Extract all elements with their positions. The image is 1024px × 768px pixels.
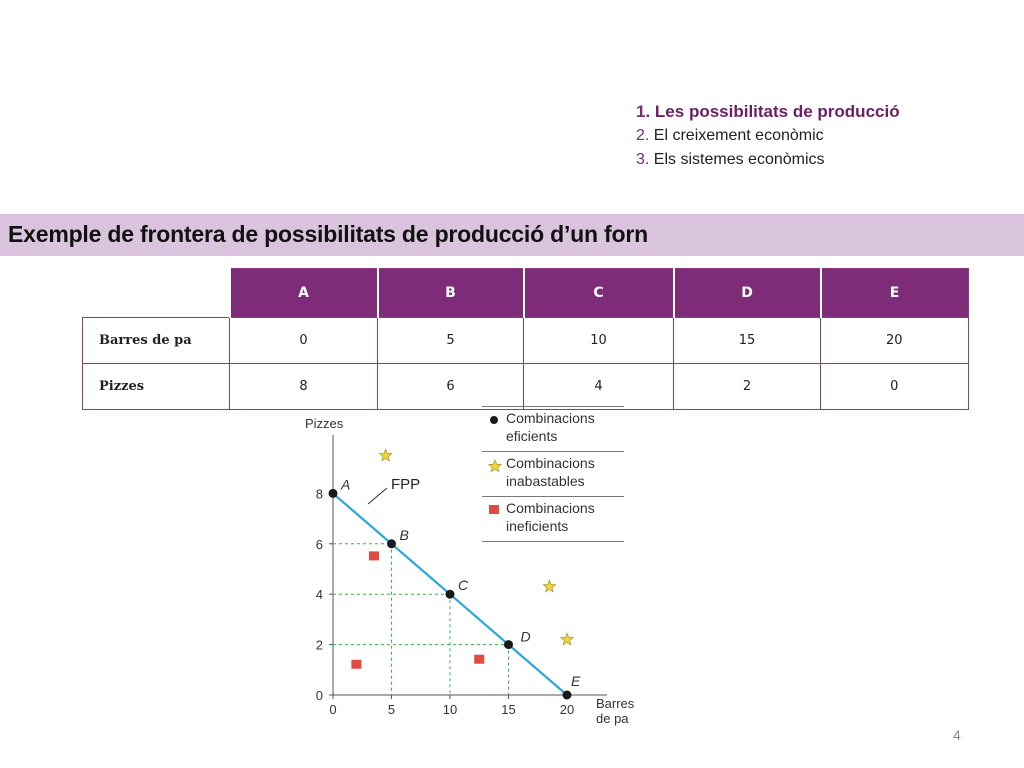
toc-item-number: 3.: [636, 151, 650, 168]
table-cell: 20: [821, 318, 969, 364]
y-tick-label: 4: [315, 587, 323, 603]
x-tick-label: 5: [387, 702, 396, 717]
unattainable-marker: [543, 580, 555, 592]
point-label: E: [571, 673, 581, 689]
x-tick-label: 20: [559, 702, 575, 717]
column-header: A: [230, 269, 378, 318]
star-icon: [488, 459, 502, 473]
toc-item-number: 1.: [636, 102, 651, 121]
table-cell: 6: [378, 364, 524, 410]
unattainable-marker: [380, 449, 392, 461]
legend-item-unattainable: [482, 451, 624, 496]
inefficient-marker: [369, 551, 379, 560]
table-cell: 10: [524, 318, 674, 364]
legend-label: Combinacions: [506, 410, 595, 426]
toc-item-3[interactable]: [636, 148, 900, 172]
column-header: C: [524, 269, 674, 318]
table-cell: 0: [821, 364, 969, 410]
table-cell: 15: [674, 318, 821, 364]
legend-label: Combinacions: [506, 455, 595, 471]
table-header-row: [83, 269, 969, 318]
x-axis-label: Barres: [596, 696, 635, 711]
table-cell: 4: [524, 364, 674, 410]
column-header: E: [821, 269, 969, 318]
data-point: [329, 489, 338, 498]
data-point: [563, 691, 572, 700]
toc-item-1[interactable]: [636, 100, 900, 124]
table-row: [83, 318, 969, 364]
curve-label: FPP: [391, 476, 421, 493]
table-cell: 0: [230, 318, 378, 364]
section-index: [636, 100, 900, 172]
y-tick-label: 6: [315, 536, 323, 552]
slide-title: Exemple de frontera de possibilitats de producció d’un forn: [8, 221, 648, 247]
x-axis-label: de pa: [596, 711, 629, 726]
toc-item-number: 2.: [636, 127, 650, 144]
toc-item-label: El creixement econòmic: [653, 127, 824, 144]
table-cell: 2: [674, 364, 821, 410]
unattainable-marker: [561, 633, 573, 645]
point-label: C: [458, 577, 469, 594]
title-banner: [0, 214, 1024, 256]
toc-item-label: Les possibilitats de producció: [654, 102, 900, 121]
column-header: B: [378, 269, 524, 318]
legend-label: Combinacions: [506, 500, 595, 516]
point-label: B: [399, 526, 409, 543]
legend-label: inabastables: [506, 473, 585, 489]
page-number: 4: [953, 727, 961, 743]
toc-item-label: Els sistemes econòmics: [653, 151, 825, 168]
point-label: A: [341, 476, 351, 493]
legend-label: ineficients: [506, 518, 569, 534]
point-label: D: [520, 628, 531, 645]
production-table: [82, 268, 969, 410]
inefficient-marker: [351, 660, 361, 669]
table-cell: 8: [230, 364, 378, 410]
x-tick-label: 0: [329, 702, 337, 717]
chart-legend: [482, 406, 624, 542]
y-tick-label: 0: [315, 688, 323, 703]
square-icon: [488, 504, 500, 516]
legend-item-inefficient: [482, 496, 624, 542]
x-tick-label: 15: [501, 702, 516, 717]
y-tick-label: 8: [315, 486, 323, 502]
y-tick-label: 2: [315, 637, 323, 653]
y-axis-label: Pizzes: [305, 416, 344, 431]
column-header: D: [674, 269, 821, 318]
legend-label: eficients: [506, 428, 558, 444]
data-point: [446, 590, 455, 599]
toc-item-2[interactable]: [636, 124, 900, 148]
table-cell: 5: [378, 318, 524, 364]
table-corner: [83, 269, 230, 318]
row-header: Pizzes: [83, 364, 230, 410]
inefficient-marker: [474, 655, 484, 664]
data-point: [387, 539, 396, 548]
data-point: [504, 640, 513, 649]
legend-item-efficient: [482, 406, 624, 451]
row-header: Barres de pa: [83, 318, 230, 364]
x-tick-label: 10: [442, 702, 458, 717]
curve-label-leader: [368, 488, 387, 504]
dot-icon: [488, 414, 500, 426]
